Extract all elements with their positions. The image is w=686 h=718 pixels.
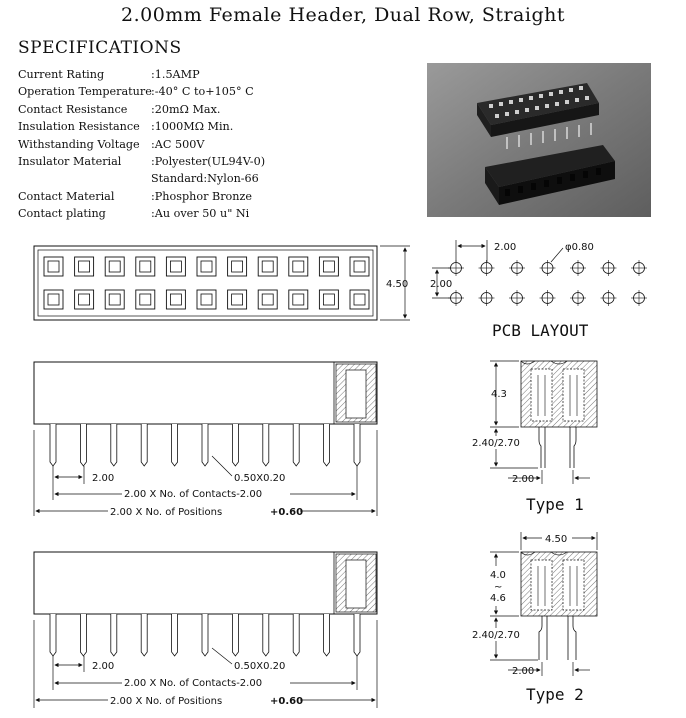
- type1-tail-dim: 2.40/2.70: [472, 438, 520, 449]
- pin: [232, 614, 238, 656]
- type1-section: [470, 361, 597, 514]
- spec-value: :1.5AMP: [151, 68, 200, 81]
- side-1-pitch-dim: 2.00: [92, 473, 115, 484]
- pin: [50, 614, 56, 656]
- spec-value: :-40° C to+105° C: [151, 85, 254, 99]
- spec-label: Current Rating: [18, 68, 105, 81]
- side-1-positions-tol: +0.60: [270, 507, 304, 518]
- spec-label: Contact Material: [18, 189, 115, 203]
- spec-value: Standard:Nylon-66: [151, 172, 259, 186]
- side-2-contacts-dim: 2.00 X No. of Contacts-2.00: [124, 678, 263, 689]
- spec-value: :Au over 50 u" Ni: [151, 207, 250, 221]
- cavity-inner: [79, 294, 90, 305]
- type1-label: Type 1: [526, 495, 584, 514]
- spec-value: :AC 500V: [151, 137, 205, 151]
- side-1-pin-dim: 0.50X0.20: [234, 473, 286, 484]
- type2-section: [470, 532, 597, 704]
- pin: [172, 614, 178, 656]
- specifications-heading: SPECIFICATIONS: [18, 38, 182, 58]
- side-2-positions-tol: +0.60: [270, 696, 304, 707]
- side-2-positions-dim: 2.00 X No. of Positions: [110, 696, 223, 707]
- spec-value: :20mΩ Max.: [151, 102, 221, 116]
- pin: [141, 424, 147, 466]
- pin: [293, 424, 299, 466]
- cavity-inner: [79, 261, 90, 272]
- cavity-inner: [293, 294, 304, 305]
- side-view-1-pins: [50, 424, 360, 466]
- spec-label: Withstanding Voltage: [18, 137, 140, 151]
- spec-value: :Phosphor Bronze: [151, 189, 253, 203]
- type2-width-dim: 4.50: [545, 534, 568, 545]
- cavity-inner: [323, 261, 334, 272]
- type2-tail-dim: 2.40/2.70: [472, 630, 520, 641]
- pcb-pitch-dim: 2.00: [494, 242, 517, 253]
- type2-pitch-dim: 2.00: [512, 666, 535, 677]
- pin: [202, 614, 208, 656]
- cavity-inner: [170, 294, 181, 305]
- cavity-inner: [48, 261, 59, 272]
- type2-height-dim-a: 4.0: [490, 570, 506, 581]
- spec-label: Contact plating: [18, 207, 106, 221]
- pin: [80, 614, 86, 656]
- cavity-inner: [354, 261, 365, 272]
- pcb-row-dim: 2.00: [430, 279, 453, 290]
- side-2-pitch-dim: 2.00: [92, 661, 115, 672]
- type2-height-dim-sep: ~: [494, 582, 503, 593]
- type1-pitch-dim: 2.00: [512, 474, 535, 485]
- cavity-inner: [262, 261, 273, 272]
- top-view-height-dim: 4.50: [386, 279, 409, 290]
- cavity-inner: [170, 261, 181, 272]
- cavity-inner: [109, 294, 120, 305]
- cavity-inner: [232, 294, 243, 305]
- side-2-pin-dim: 0.50X0.20: [234, 661, 286, 672]
- pin: [324, 614, 330, 656]
- top-view: [34, 246, 410, 320]
- cavity-inner: [262, 294, 273, 305]
- spec-label: Insulation Resistance: [18, 120, 140, 134]
- spec-label: Insulator Material: [18, 155, 122, 169]
- pin: [172, 424, 178, 466]
- side-view-2: [34, 552, 377, 708]
- pin: [324, 424, 330, 466]
- pin: [80, 424, 86, 466]
- spec-label: Operation Temperature: [18, 85, 152, 99]
- cavity-inner: [48, 294, 59, 305]
- side-1-positions-dim: 2.00 X No. of Positions: [110, 507, 223, 518]
- cavity-inner: [323, 294, 334, 305]
- cavity-inner: [140, 261, 151, 272]
- pin: [354, 614, 360, 656]
- side-1-contacts-dim: 2.00 X No. of Contacts-2.00: [124, 489, 263, 500]
- pin: [354, 424, 360, 466]
- type2-height-dim-b: 4.6: [490, 593, 506, 604]
- type2-label: Type 2: [526, 685, 584, 704]
- cavity-inner: [140, 294, 151, 305]
- type1-height-dim: 4.3: [491, 389, 507, 400]
- cavity-inner: [109, 261, 120, 272]
- cavity-inner: [232, 261, 243, 272]
- pin: [263, 614, 269, 656]
- side-view-2-pins: [50, 614, 360, 656]
- cavity-inner: [354, 294, 365, 305]
- cavity-inner: [293, 261, 304, 272]
- pcb-layout-label: PCB LAYOUT: [492, 321, 589, 340]
- pin: [111, 424, 117, 466]
- cavity-inner: [201, 261, 212, 272]
- side-view-1: [34, 362, 377, 518]
- page-title: 2.00mm Female Header, Dual Row, Straight: [120, 4, 565, 26]
- pin: [263, 424, 269, 466]
- pin: [111, 614, 117, 656]
- spec-value: :Polyester(UL94V-0): [151, 155, 266, 169]
- spec-value: :1000MΩ Min.: [151, 120, 234, 134]
- pin: [232, 424, 238, 466]
- pcb-layout: [430, 240, 647, 340]
- pin: [141, 614, 147, 656]
- pin: [202, 424, 208, 466]
- pcb-hole-dim: φ0.80: [565, 242, 594, 253]
- spec-label: Contact Resistance: [18, 102, 128, 116]
- pcb-holes: [448, 260, 647, 306]
- cavity-inner: [201, 294, 212, 305]
- pin: [50, 424, 56, 466]
- pin: [293, 614, 299, 656]
